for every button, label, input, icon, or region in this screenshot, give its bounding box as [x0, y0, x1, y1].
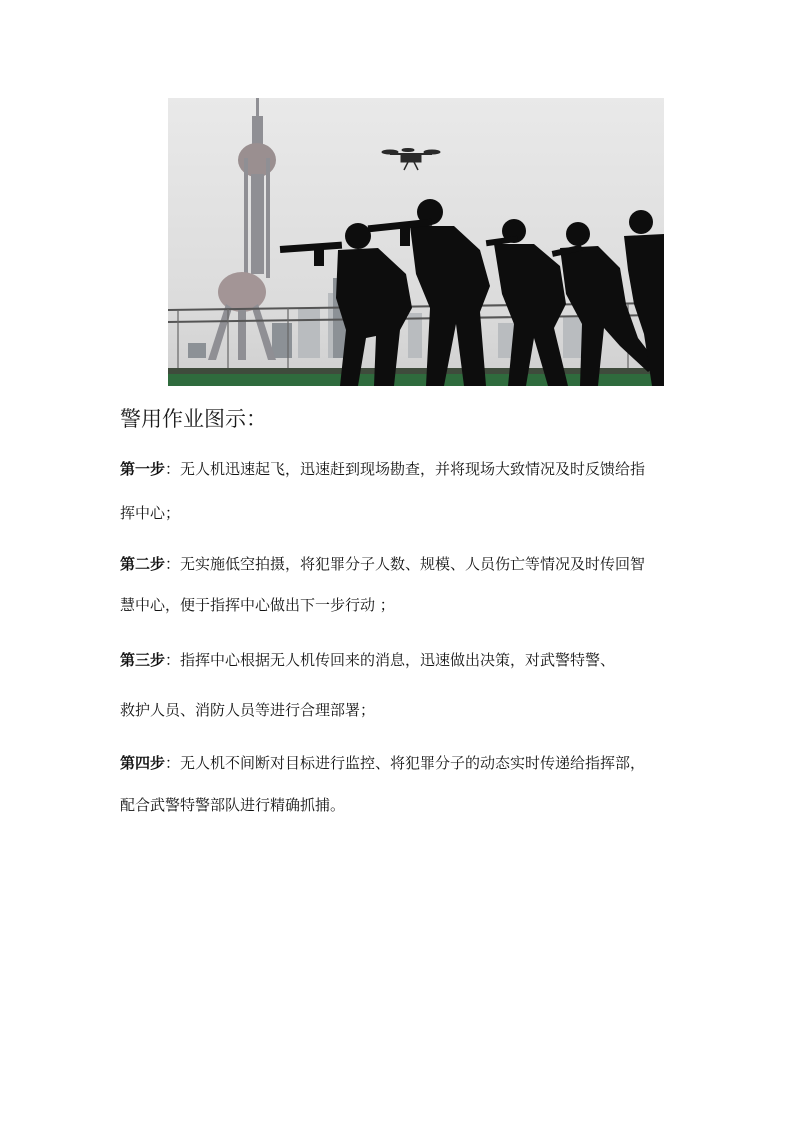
step-3-text-1: ：指挥中心根据无人机传回来的消息，迅速做出决策，对武警特警、: [165, 651, 616, 669]
step-4-label: 第四步: [120, 754, 166, 772]
step-4-text-1: ：无人机不间断对目标进行监控、将犯罪分子的动态实时传递给指挥部，: [165, 754, 646, 772]
step-1-line-2: 挥中心；: [120, 504, 181, 522]
step-3-paragraph: [120, 649, 680, 721]
step-1-label: 第一步: [120, 460, 166, 478]
step-2-label: 第二步: [120, 555, 166, 573]
step-4-line-2: 配合武警特警部队进行精确抓捕。: [120, 796, 346, 814]
step-1-text-1: ：无人机迅速起飞，迅速赶到现场勘查，并将现场大致情况及时反馈给指: [165, 460, 646, 478]
step-1-paragraph: [120, 458, 680, 524]
step-3-label: 第三步: [120, 651, 166, 669]
police-drone-photo: [168, 98, 664, 386]
step-2-line-1: [120, 553, 680, 575]
step-4-paragraph: [120, 752, 680, 816]
step-2-paragraph: [120, 553, 680, 616]
section-heading: 警用作业图示：: [120, 407, 267, 431]
step-3-line-2: 救护人员、消防人员等进行合理部署；: [120, 701, 376, 719]
step-1-line-1: [120, 458, 680, 480]
step-4-line-1: [120, 752, 680, 774]
step-3-line-1: [120, 649, 680, 671]
step-2-line-2: 慧中心，便于指挥中心做出下一步行动 ；: [120, 596, 395, 614]
step-2-text-1: ：无实施低空拍摄，将犯罪分子人数、规模、人员伤亡等情况及时传回智: [165, 555, 646, 573]
